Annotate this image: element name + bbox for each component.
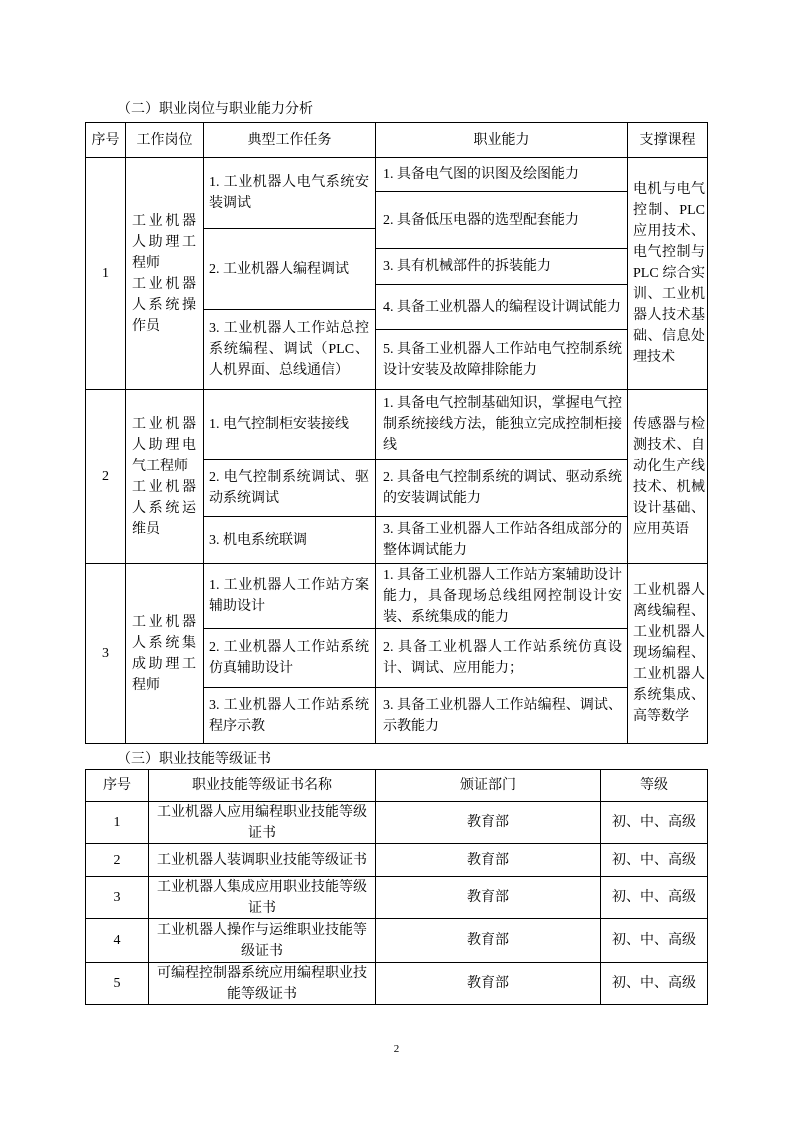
page-number: 2	[393, 1043, 400, 1055]
serial-number-cell: 4	[85, 918, 149, 963]
certificate-name-cell: 工业机器人操作与运维职业技能等级证书	[148, 918, 376, 963]
header-serial-number: 序号	[85, 122, 126, 158]
competency-cell: 2. 具备低压电器的选型配套能力	[375, 191, 628, 249]
issuing-department-cell: 教育部	[375, 843, 601, 877]
serial-number-cell: 3	[85, 876, 149, 919]
issuing-department-cell: 教育部	[375, 962, 601, 1005]
section-title-job-analysis: （二）职业岗位与职业能力分析	[117, 102, 313, 117]
certificate-name-cell: 工业机器人集成应用职业技能等级证书	[148, 876, 376, 919]
level-cell: 初、中、高级	[600, 843, 708, 877]
supporting-courses-cell: 工业机器人离线编程、工业机器人现场编程、工业机器人系统集成、高等数学	[627, 563, 708, 744]
typical-task-cell: 2. 电气控制系统调试、驱动系统调试	[203, 459, 376, 517]
header-certificate-name: 职业技能等级证书名称	[148, 769, 376, 802]
header-issuing-department: 颁证部门	[375, 769, 601, 802]
job-position-cell	[125, 157, 204, 390]
competency-cell: 3. 具有机械部件的拆装能力	[375, 248, 628, 285]
competency-cell: 5. 具备工业机器人工作站电气控制系统设计安装及故障排除能力	[375, 329, 628, 390]
job-position-cell	[125, 563, 204, 744]
supporting-courses-cell: 电机与电气控制、PLC 应用技术、电气控制与 PLC 综合实训、工业机器人技术基础、信息处理技术	[627, 157, 708, 390]
section-title-certificates: （三）职业技能等级证书	[117, 752, 271, 767]
competency-cell: 1. 具备电气控制基础知识，掌握电气控制系统接线方法，能独立完成控制柜接线	[375, 389, 628, 460]
competency-cell: 4. 具备工业机器人的编程设计调试能力	[375, 284, 628, 330]
typical-task-cell: 3. 工业机器人工作站总控系统编程、调试（PLC、人机界面、总线通信）	[203, 309, 376, 390]
serial-number-cell: 1	[85, 157, 126, 390]
typical-task-cell: 2. 工业机器人工作站系统仿真辅助设计	[203, 628, 376, 688]
competency-cell: 3. 具备工业机器人工作站各组成部分的整体调试能力	[375, 516, 628, 564]
typical-task-cell: 3. 工业机器人工作站系统程序示教	[203, 687, 376, 744]
header-supporting-courses: 支撑课程	[627, 122, 708, 158]
job-position-cell	[125, 389, 204, 564]
header-abilities: 职业能力	[375, 122, 628, 158]
typical-task-cell: 1. 工业机器人电气系统安装调试	[203, 157, 376, 229]
job-position-title: 工业机器人系统集成助理工程师	[132, 614, 196, 693]
job-position-title: 工业机器人系统运维员	[132, 479, 196, 537]
competency-cell: 1. 具备工业机器人工作站方案辅助设计能力，具备现场总线组网控制设计安装、系统集成的能力	[375, 563, 628, 629]
job-position-title: 工业机器人助理电气工程师	[132, 416, 196, 474]
issuing-department-cell: 教育部	[375, 876, 601, 919]
competency-cell: 1. 具备电气图的识图及绘图能力	[375, 157, 628, 192]
serial-number-cell: 3	[85, 563, 126, 744]
level-cell: 初、中、高级	[600, 876, 708, 919]
level-cell: 初、中、高级	[600, 801, 708, 844]
header-typical-tasks: 典型工作任务	[203, 122, 376, 158]
header-serial-number: 序号	[85, 769, 149, 802]
certificate-name-cell: 工业机器人装调职业技能等级证书	[148, 843, 376, 877]
certificate-name-cell: 工业机器人应用编程职业技能等级证书	[148, 801, 376, 844]
typical-task-cell: 1. 工业机器人工作站方案辅助设计	[203, 563, 376, 629]
competency-cell: 2. 具备工业机器人工作站系统仿真设计、调试、应用能力；	[375, 628, 628, 688]
supporting-courses-cell: 传感器与检测技术、自动化生产线技术、机械设计基础、应用英语	[627, 389, 708, 564]
level-cell: 初、中、高级	[600, 918, 708, 963]
typical-task-cell: 1. 电气控制柜安装接线	[203, 389, 376, 460]
competency-cell: 3. 具备工业机器人工作站编程、调试、示教能力	[375, 687, 628, 744]
job-position-title: 工业机器人系统操作员	[132, 276, 196, 334]
serial-number-cell: 5	[85, 962, 149, 1005]
level-cell: 初、中、高级	[600, 962, 708, 1005]
typical-task-cell: 3. 机电系统联调	[203, 516, 376, 564]
certificate-name-cell: 可编程控制器系统应用编程职业技能等级证书	[148, 962, 376, 1005]
serial-number-cell: 1	[85, 801, 149, 844]
header-level: 等级	[600, 769, 708, 802]
serial-number-cell: 2	[85, 389, 126, 564]
competency-cell: 2. 具备电气控制系统的调试、驱动系统的安装调试能力	[375, 459, 628, 517]
typical-task-cell: 2. 工业机器人编程调试	[203, 228, 376, 310]
issuing-department-cell: 教育部	[375, 918, 601, 963]
serial-number-cell: 2	[85, 843, 149, 877]
issuing-department-cell: 教育部	[375, 801, 601, 844]
header-job-position: 工作岗位	[125, 122, 204, 158]
job-position-title: 工业机器人助理工程师	[132, 213, 196, 271]
